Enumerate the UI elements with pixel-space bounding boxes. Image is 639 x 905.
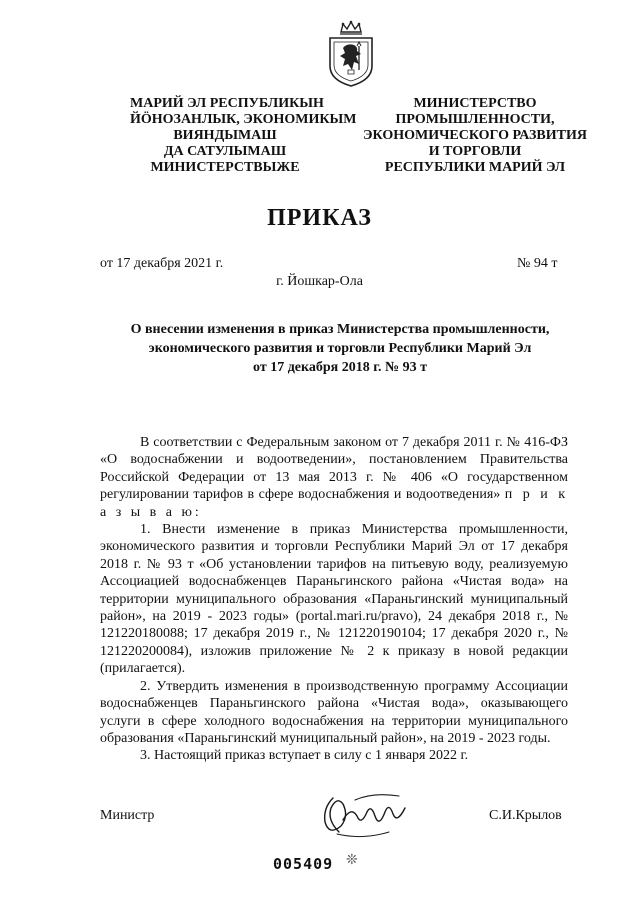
document-body: [100, 434, 568, 765]
header-right-line: РЕСПУБЛИКИ МАРИЙ ЭЛ: [384, 160, 566, 175]
subject-line: экономического развития и торговли Республики Марий Эл: [148, 341, 532, 356]
header-left-line: МАРИЙ ЭЛ РЕСПУБЛИКЫН: [130, 96, 324, 111]
order-item-3: 3. Настоящий приказ вступает в силу с 1 января 2022 г.: [140, 748, 469, 764]
document-city: г. Йошкар-Ола: [276, 274, 363, 289]
order-item-2: 2. Утвердить изменения в производственную программу Ассоциации водоснабженцев Параньгинского района «Чистая вода», оказывающего услуги в сфере холодного водоснабжения на территории муниципального образования «Параньгинский муниципальный район», на 2019 - 2023 годы.: [100, 678, 568, 746]
header-left-line: МИНИСТЕРСТВЫЖЕ: [150, 160, 300, 175]
order-word: п р и к а з ы в а ю:: [100, 487, 568, 520]
document-subject: [100, 320, 580, 377]
order-item-1: 1. Внести изменение в приказ Министерства промышленности, экономического развития и торговли Республики Марий Эл от 17 декабря 2018 г. № 93 т «Об установлении тарифов на питьевую воду, реализуемую Ассоциацией водоснабженцев Параньгинского района «Чистая вода» на территории муниципального образования «Параньгинский муниципальный район», на 2019 - 2023 годы» (portal.mari.ru/pravo), 24 декабря 2018 г., № 121220180088; 17 декабря 2019 г., № 121220190104; 17 декабря 2020 г., № 121220200084), изложив приложение № 2 к приказу в новой редакции (прилагается).: [100, 522, 568, 677]
header-right-line: И ТОРГОВЛИ: [428, 144, 522, 159]
handwritten-signature: [315, 786, 415, 842]
header-right-line: ЭКОНОМИЧЕСКОГО РАЗВИТИЯ: [363, 128, 587, 143]
document-title: ПРИКАЗ: [267, 205, 372, 231]
preamble-text: В соответствии с Федеральным законом от 7 декабря 2011 г. № 416-ФЗ «О водоснабжении и водоотведении», постановлением Правительства Российской Федерации от 13 мая 2013 г. № 406 «О государственном регулировании тарифов в сфере водоснабжения и водоотведения»: [100, 435, 568, 503]
header-right-line: МИНИСТЕРСТВО: [413, 96, 537, 111]
subject-line: от 17 декабря 2018 г. № 93 т: [253, 360, 427, 375]
header-right-line: ПРОМЫШЛЕННОСТИ,: [395, 112, 555, 127]
coat-of-arms-icon: [326, 18, 376, 88]
header-left-block: [130, 96, 357, 176]
subject-line: О внесении изменения в приказ Министерства промышленности,: [130, 322, 550, 337]
header-right-block: [350, 96, 600, 176]
serial-number: 005409: [273, 855, 334, 873]
document-number: № 94 т: [517, 256, 558, 271]
preamble-paragraph: [100, 434, 568, 521]
signatory-name: С.И.Крылов: [489, 808, 562, 823]
asterisk-icon: ❊: [346, 853, 358, 868]
header-left-line: ДА САТУЛЫМАШ: [163, 144, 287, 159]
document-date: от 17 декабря 2021 г.: [100, 256, 224, 271]
signatory-position: Министр: [100, 808, 155, 823]
header-left-line: ЙÖНОЗАНЛЫК, ЭКОНОМИКЫМ: [130, 112, 357, 127]
header-left-line: ВИЯНДЫМАШ: [173, 128, 277, 143]
